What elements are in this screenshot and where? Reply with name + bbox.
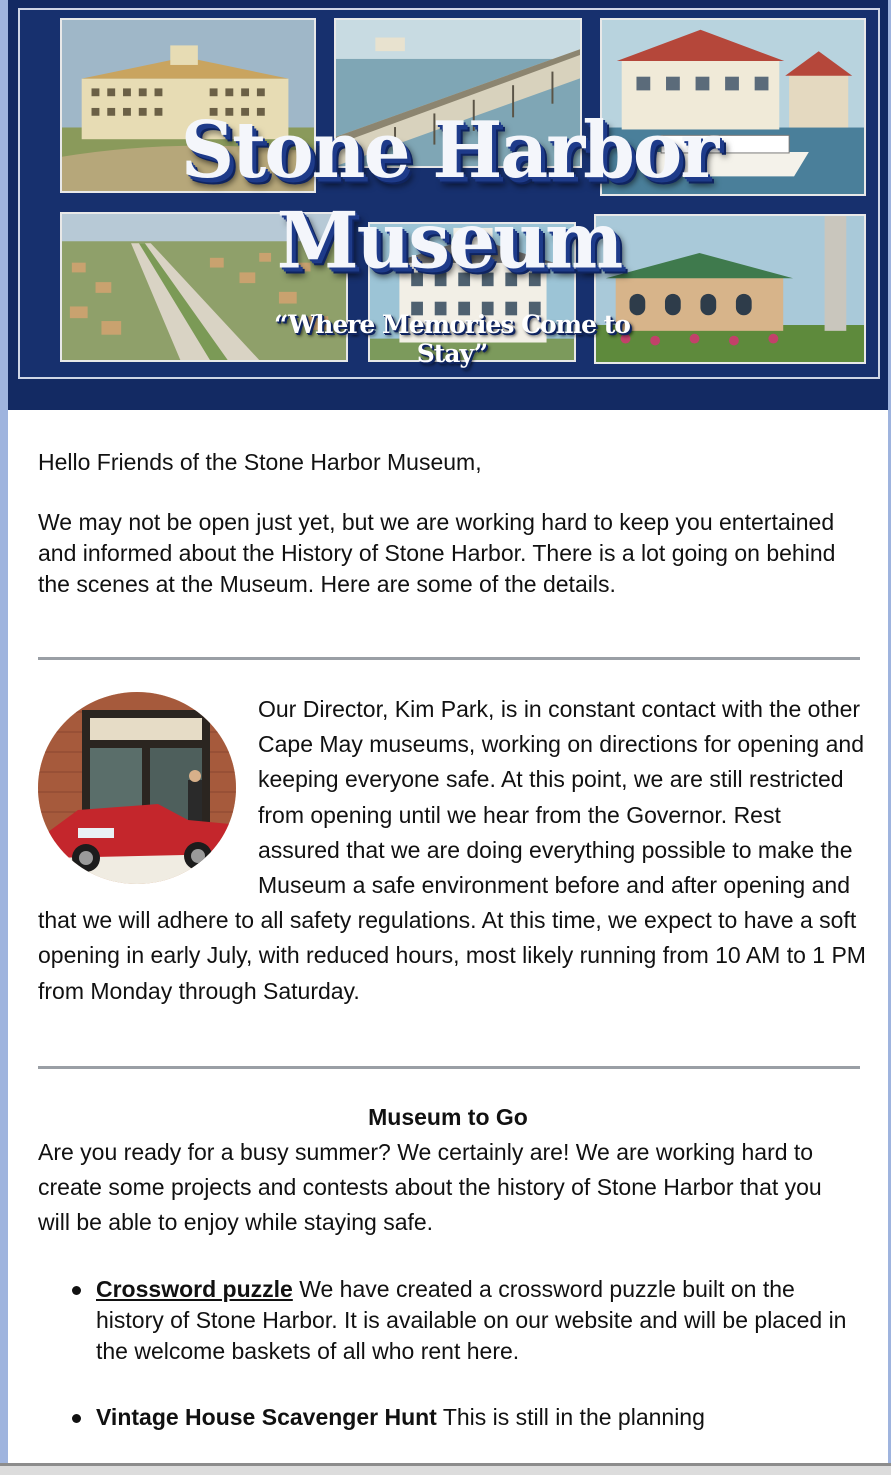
scavenger-hunt-description: This is still in the planning [436,1404,705,1430]
list-item [38,1274,858,1367]
newsletter-frame [8,0,888,1463]
museum-banner [8,0,888,410]
list-item [38,1402,858,1433]
museum-to-go-heading: Museum to Go [368,1104,528,1130]
project-list [38,1274,858,1367]
director-paragraph: Our Director, Kim Park, is in constant contact with the other Cape May museums, working on directions for opening and keeping everyone safe. At this point, we are still restricted from opening until we hear from the Governor. Rest assured that we are doing everything possible to make the Museum a safe environment before and after opening and that we will adhere to all safety regulations. At this time, we expect to have a soft opening in early July, with reduced hours, most likely running from 10 AM to 1 PM from Monday through Saturday. [38,696,866,1004]
project-list [38,1402,858,1433]
horizontal-scrollbar[interactable] [0,1463,891,1475]
bullet-icon [72,1286,81,1295]
banner-tagline: “Where Memories Come to Stay” [274,310,630,368]
crossword-puzzle-description: We have created a crossword puzzle built on the history of Stone Harbor. It is available on our website and will be placed in the welcome baskets of all who rent here. [96,1276,847,1364]
scavenger-hunt-title: Vintage House Scavenger Hunt [96,1404,437,1430]
bullet-icon [72,1414,81,1423]
director-section [38,692,868,1009]
museum-storefront-photo [38,692,236,884]
greeting-text: Hello Friends of the Stone Harbor Museum, [38,449,482,475]
section-divider [38,657,860,660]
crossword-puzzle-link[interactable]: Crossword puzzle [96,1276,293,1302]
intro-paragraph: We may not be open just yet, but we are working hard to keep you entertained and informed about the History of Stone Harbor. There is a lot going on behind the scenes at the Museum. Here are some of the details. [38,509,836,597]
postcard-collage [18,8,880,379]
banner-title: Stone Harbor Museum [180,105,718,287]
section-divider [38,1066,860,1069]
museum-to-go-paragraph: Are you ready for a busy summer? We certainly are! We are working hard to create some projects and contests about the history of Stone Harbor that you will be able to enjoy while staying safe. [38,1139,822,1235]
